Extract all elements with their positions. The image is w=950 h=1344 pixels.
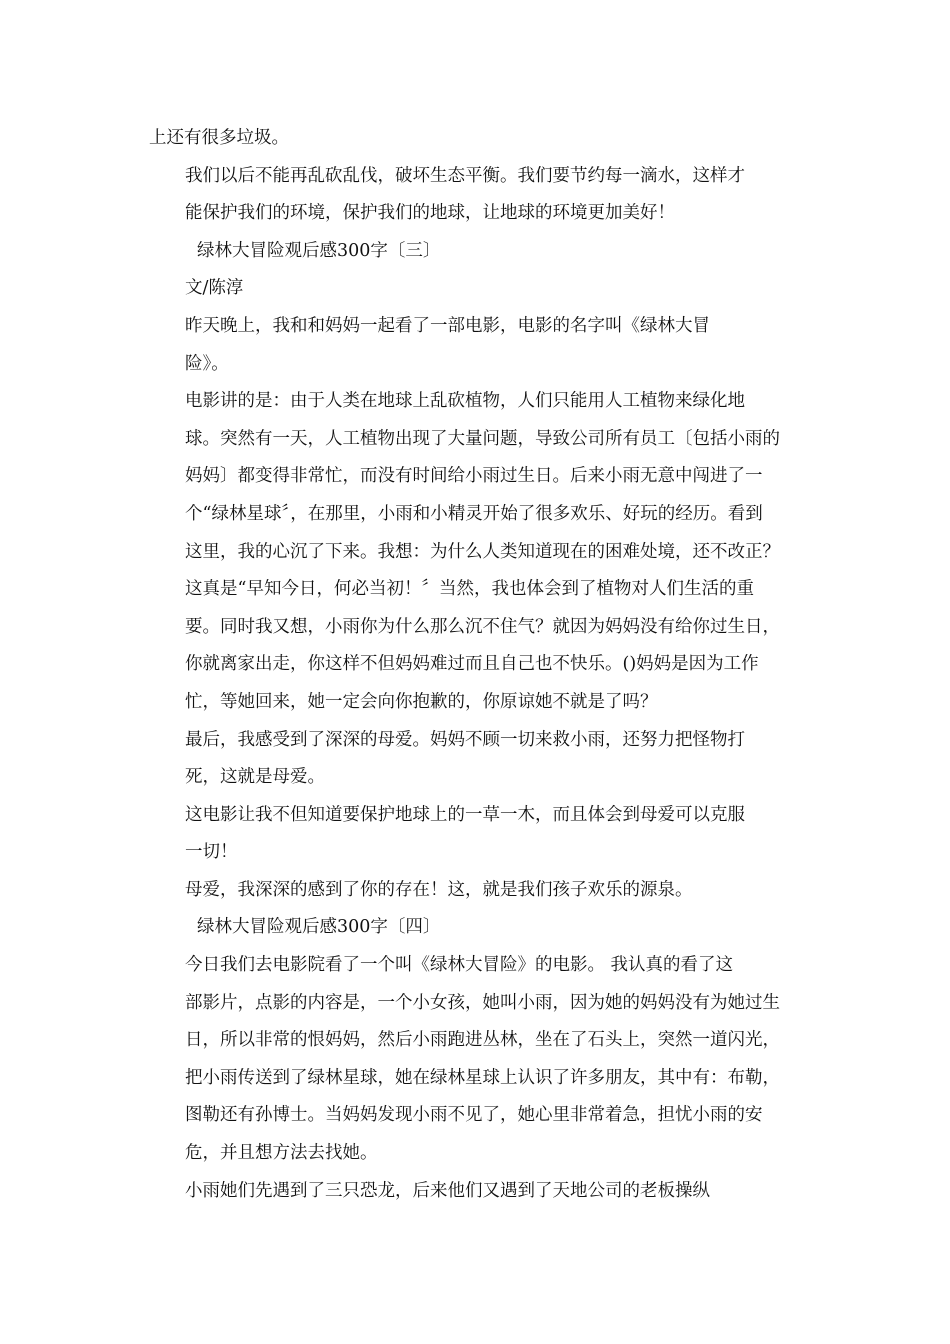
text-line: 文/陈淳: [185, 278, 244, 299]
text-line: 上还有很多垃圾。: [149, 128, 289, 148]
document-body: [149, 120, 801, 1210]
text-line: 这电影让我不但知道要保护地球上的一草一木，而且体会到母爱可以克服: [185, 804, 745, 825]
paragraph: [149, 797, 801, 872]
text-line: 绿林大冒险观后感300字〔三〕: [197, 240, 441, 261]
paragraph: [149, 1173, 801, 1211]
section-heading: [149, 909, 801, 947]
paragraph: [149, 947, 801, 1173]
text-line: 你就离家出走，你这样不但妈妈难过而且自己也不快乐。()妈妈是因为工作: [185, 654, 759, 675]
paragraph: [149, 270, 801, 308]
text-line: 日，所以非常的恨妈妈，然后小雨跑进丛林，坐在了石头上，突然一道闪光，: [185, 1030, 780, 1051]
text-line: 这里，我的心沉了下来。我想：为什么人类知道现在的困难处境，还不改正？: [185, 541, 780, 562]
section-heading: [149, 233, 801, 271]
text-line: 最后，我感受到了深深的母爱。妈妈不顾一切来救小雨，还努力把怪物打: [185, 729, 745, 750]
text-line: 母爱，我深深的感到了你的存在！这，就是我们孩子欢乐的源泉。: [185, 879, 693, 900]
paragraph: [149, 722, 801, 797]
text-line: 绿林大冒险观后感300字〔四〕: [197, 917, 441, 938]
paragraph: [149, 120, 801, 158]
paragraph: [149, 872, 801, 910]
text-line: 小雨她们先遇到了三只恐龙，后来他们又遇到了天地公司的老板操纵: [185, 1180, 710, 1201]
text-line: 死，这就是母爱。: [185, 767, 325, 788]
text-line: 忙，等她回来，她一定会向你抱歉的，你原谅她不就是了吗？: [185, 691, 658, 712]
text-line: 把小雨传送到了绿林星球，她在绿林星球上认识了许多朋友，其中有：布勒，: [185, 1067, 780, 1088]
text-line: 一切！: [185, 842, 238, 863]
text-line: 危，并且想方法去找她。: [185, 1143, 378, 1164]
text-line: 部影片，点影的内容是，一个小女孩，她叫小雨，因为她的妈妈没有为她过生: [185, 992, 780, 1013]
text-line: 个“绿林星球〞，在那里，小雨和小精灵开始了很多欢乐、好玩的经历。看到: [185, 503, 763, 524]
paragraph: [149, 308, 801, 383]
text-line: 电影讲的是：由于人类在地球上乱砍植物，人们只能用人工植物来绿化地: [185, 391, 745, 412]
text-line: 能保护我们的环境，保护我们的地球，让地球的环境更加美好！: [185, 203, 675, 224]
text-line: 要。同时我又想，小雨你为什么那么沉不住气？就因为妈妈没有给你过生日，: [185, 616, 780, 637]
text-line: 这真是“早知今日，何必当初！〞当然，我也体会到了植物对人们生活的重: [185, 579, 754, 600]
text-line: 图勒还有孙博士。当妈妈发现小雨不见了，她心里非常着急，担忧小雨的安: [185, 1105, 763, 1126]
text-line: 妈妈〕都变得非常忙，而没有时间给小雨过生日。后来小雨无意中闯进了一: [185, 466, 763, 487]
text-line: 球。突然有一天，人工植物出现了大量问题，导致公司所有员工〔包括小雨的: [185, 428, 780, 449]
text-line: 昨天晚上，我和和妈妈一起看了一部电影，电影的名字叫《绿林大冒: [185, 315, 710, 336]
text-line: 我们以后不能再乱砍乱伐，破坏生态平衡。我们要节约每一滴水，这样才: [185, 165, 745, 186]
text-line: 今日我们去电影院看了一个叫《绿林大冒险》的电影。 我认真的看了这: [185, 955, 734, 976]
text-line: 险》。: [185, 353, 229, 374]
paragraph: [149, 158, 801, 233]
paragraph: [149, 383, 801, 721]
